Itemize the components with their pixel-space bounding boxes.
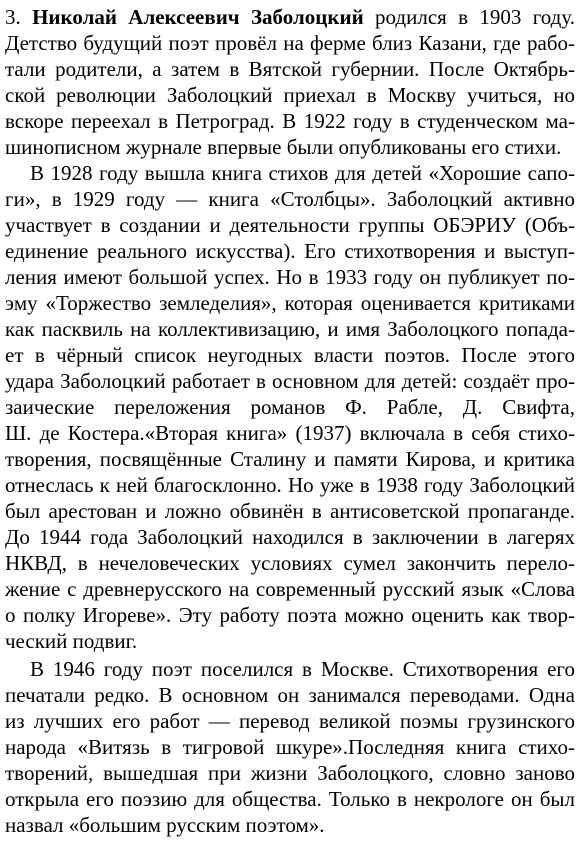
text-line: Ш. де Костера.«Вторая книга» (1937) включала в себя стихо- — [5, 421, 575, 445]
text-line: НКВД, в нечеловеческих условиях сумел закончить перело- — [5, 551, 575, 575]
text-line: ческий подвиг. — [5, 629, 138, 653]
text-line — [5, 4, 575, 30]
item-number: 3. — [5, 5, 33, 29]
text-line: жение с древнерусского на современный русский язык «Слова — [5, 577, 575, 601]
text-line: о полку Игореве». Эту работу поэта можно оценить как твор- — [5, 603, 575, 627]
text-line: ги», в 1929 году — книга «Столбцы». Заболоцкий активно — [5, 187, 575, 211]
text-line: заические переложения романов Ф. Рабле, Д. Свифта, — [5, 395, 575, 419]
text-line: творений, вышедшая при жизни Заболоцкого, словно заново — [5, 761, 575, 785]
text-line: как пасквиль на коллективизацию, и имя Заболоцкого попада- — [5, 317, 575, 341]
text-line: единение реального искусства). Его стихотворения и выступ- — [5, 239, 575, 263]
text-line: из лучших его работ — перевод великой поэмы грузинского — [5, 709, 575, 733]
text-line: творения, посвящённые Сталину и памяти Кирова, и критика — [5, 447, 575, 471]
text-line: шинописном журнале впервые были опубликованы его стихи. — [5, 135, 562, 159]
text-line: В 1946 году поэт поселился в Москве. Стихотворения его — [30, 657, 575, 681]
text-line: До 1944 года Заболоцкий находился в заключении в лагерях — [5, 525, 575, 549]
text-line: В 1928 году вышла книга стихов для детей «Хорошие сапо- — [30, 161, 575, 185]
text-line: народа «Витязь в тигровой шкуре».Последняя книга стихо- — [5, 735, 575, 759]
text-line: удара Заболоцкий работает в основном для детей: создаёт про- — [5, 369, 575, 393]
text-line: печатали редко. В основном он занимался переводами. Одна — [5, 683, 575, 707]
text-fragment: родился в 1903 году. — [363, 5, 575, 29]
text-line: Детство будущий поэт провёл на ферме близ Казани, где рабо- — [5, 31, 575, 55]
text-line: эму «Торжество земледелия», которая оценивается критиками — [5, 291, 575, 315]
text-line: назвал «большим русским поэтом». — [5, 813, 325, 837]
text-line: ской революции Заболоцкий приехал в Москву учиться, но — [5, 83, 575, 107]
text-line: тали родители, а затем в Вятской губернии. После Октябрь- — [5, 57, 575, 81]
author-name: Николай Алексеевич Заболоцкий — [32, 5, 364, 29]
text-line: участвует в создании и деятельности группы ОБЭРИУ (Объ- — [5, 213, 575, 237]
text-line: ления имеют большой успех. Но в 1933 году он публикует по- — [5, 265, 575, 289]
text-line: отнеслась к ней благосклонно. Но уже в 1938 году Заболоцкий — [5, 473, 575, 497]
text-line: открыла его поэзию для общества. Только в некрологе он был — [5, 787, 575, 811]
text-line: был арестован и ложно обвинён в антисоветской пропаганде. — [5, 499, 575, 523]
text-line: вскоре переехал в Петроград. В 1922 году в студенческом ма- — [5, 109, 575, 133]
text-line: ет в чёрный список неугодных власти поэтов. После этого — [5, 343, 575, 367]
